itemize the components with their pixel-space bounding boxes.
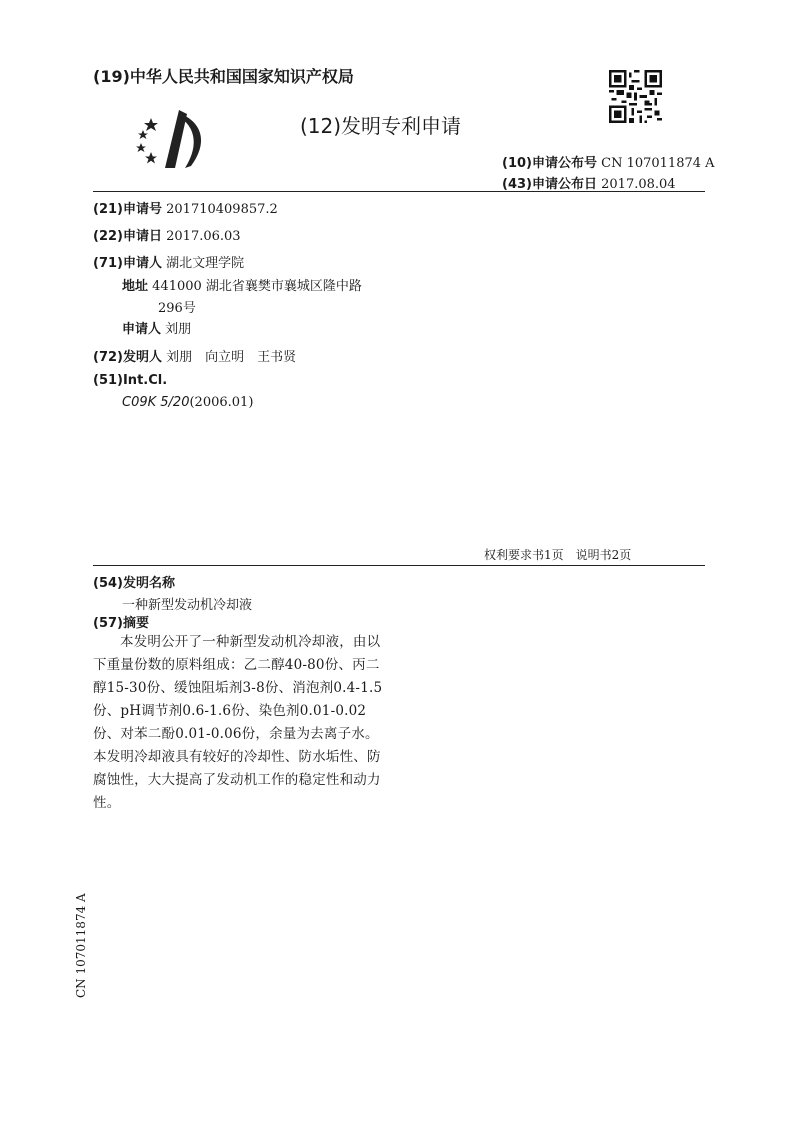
address-label: 地址 [122, 279, 149, 294]
abstract-label: (57)摘要 [93, 616, 149, 631]
inventors-label: (72)发明人 [93, 350, 162, 365]
address-line2: 296号 [158, 301, 196, 316]
document-type: (12)发明专利申请 [300, 114, 462, 138]
inventors [93, 346, 296, 365]
int-cl-label: (51)Int.Cl. [93, 373, 168, 388]
second-applicant-label: 申请人 [122, 322, 162, 337]
page-count-info: 权利要求书1页 说明书2页 [484, 548, 632, 562]
publication-number-label: (10)申请公布号 [502, 156, 597, 171]
header-divider [93, 191, 705, 192]
invention-title-label: (54)发明名称 [93, 576, 175, 591]
invention-title: 一种新型发动机冷却液 [122, 598, 253, 613]
publication-number-value: CN 107011874 A [601, 156, 715, 171]
applicant-value: 湖北文理学院 [166, 256, 245, 271]
inventors-value: 刘朋 向立明 王书贤 [166, 350, 297, 365]
office-name: (19)中华人民共和国国家知识产权局 [93, 67, 354, 86]
abstract-text: 本发明公开了一种新型发动机冷却液，由以下重量份数的原料组成：乙二醇40-80份、丙二醇15-30份、缓蚀阻垢剂3-8份、消泡剂0.4-1.5份、pH调节剂0.6-1.6份、染色剂0.01-0.02份、对苯二酚0.01-0.06份，余量为去离子水。本发明冷却液具有较好的冷却性、防水垢性、防腐蚀性，大大提高了发动机工作的稳定性和动力性。 [93, 634, 383, 811]
address [122, 275, 362, 294]
side-publication-number: CN 107011874 A [74, 893, 88, 998]
abstract-body [93, 631, 383, 815]
sipo-logo-icon [131, 108, 211, 172]
second-applicant [122, 318, 191, 337]
qr-code-icon [609, 70, 662, 123]
section-divider [93, 565, 705, 566]
second-applicant-value: 刘朋 [165, 322, 192, 337]
publication-date-label: (43)申请公布日 [502, 177, 597, 192]
int-cl-code: C09K 5/20 [122, 395, 190, 410]
int-cl-entry [122, 395, 253, 410]
applicant [93, 252, 244, 271]
publication-date [502, 173, 676, 192]
applicant-label: (71)申请人 [93, 256, 162, 271]
application-number [93, 198, 278, 217]
application-date [93, 225, 241, 244]
application-number-value: 201710409857.2 [166, 202, 278, 217]
application-number-label: (21)申请号 [93, 202, 162, 217]
int-cl-version: (2006.01) [189, 395, 254, 410]
publication-date-value: 2017.08.04 [601, 177, 676, 192]
application-date-label: (22)申请日 [93, 229, 162, 244]
publication-number [502, 152, 715, 171]
application-date-value: 2017.06.03 [166, 229, 241, 244]
address-line1: 441000 湖北省襄樊市襄城区隆中路 [152, 279, 362, 294]
